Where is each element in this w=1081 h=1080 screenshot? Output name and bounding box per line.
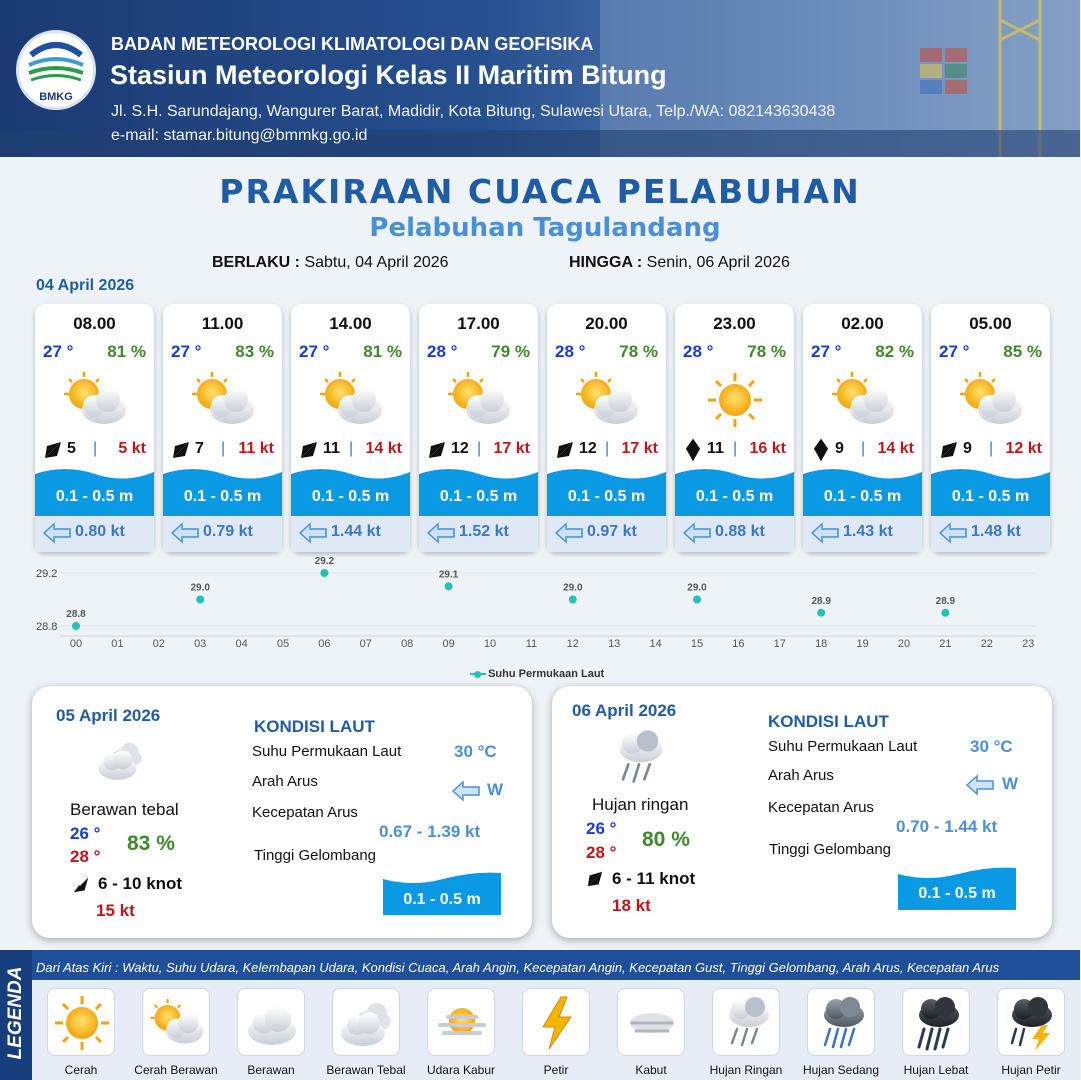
validity-to-label: HINGGA : [569,254,643,271]
wind-arrow-icon [811,440,831,460]
cerah-berawan-icon [572,370,642,430]
bmkg-logo [16,30,96,110]
validity-from-label: BERLAKU : [212,254,300,271]
day2-condition: Berawan tebal [70,800,179,819]
day2-sst: 30 °C [454,742,497,761]
validity-to-value: Senin, 06 April 2026 [646,254,790,271]
card-time: 11.00 [201,314,244,333]
day3-gust: 18 kt [612,896,651,915]
legend-title: LEGENDA [5,966,26,1060]
day3-sst: 30 °C [970,737,1013,756]
card-time: 20.00 [585,314,628,333]
card-separator: | [349,440,354,457]
card-humidity: 79 % [491,342,530,361]
legend-item-hujan-lebat [902,988,970,1056]
day2-date: 05 April 2026 [56,706,161,725]
legend-item-hujan-sedang [807,988,875,1056]
card-current-speed: 0.79 kt [203,523,253,540]
berawan-tebal-icon [90,734,152,786]
sst-legend-label: Suhu Permukaan Laut [488,668,605,680]
hujan-ringan-icon [604,726,674,790]
card-separator: | [989,440,994,457]
card-gust: 14 kt [365,440,402,457]
card-wave-height: 0.1 - 0.5 m [567,488,646,505]
x-tick-label: 05 [276,638,290,650]
x-tick-label: 10 [483,638,497,650]
station-name: Stasiun Meteorologi Kelas II Maritim Bitung [110,60,667,90]
day3-sst-label: Suhu Permukaan Laut [768,738,918,755]
day2-dir-label: Arah Arus [252,773,318,790]
legend-item-cerah [47,988,115,1056]
card-humidity: 82 % [875,342,914,361]
card-wind-speed: 5 [67,440,76,457]
validity-from [212,254,449,272]
sst-point [320,569,328,577]
card-temperature: 27 ° [299,342,330,361]
x-tick-label: 09 [442,638,455,650]
day3-wave-label: Tinggi Gelombang [769,841,892,858]
x-tick-label: 08 [401,638,414,650]
y-tick-label: 29.2 [36,568,58,580]
wind-arrow-icon [427,440,447,460]
legend-item-label: Hujan Lebat [903,1063,969,1077]
x-tick-label: 07 [359,638,372,650]
card-wave-height: 0.1 - 0.5 m [183,488,262,505]
legend-item-label: Petir [543,1063,569,1077]
card-wave-height: 0.1 - 0.5 m [311,488,390,505]
day2-tmax: 28 ° [70,847,101,866]
org-name: BADAN METEOROLOGI KLIMATOLOGI DAN GEOFISIKA [111,34,594,54]
day2-panel [32,686,532,938]
card-gust: 11 kt [238,440,274,457]
day2-humidity: 83 % [127,832,175,855]
forecast-card [803,304,922,552]
current-arrow-icon [939,523,967,543]
hujan-lebat-icon [907,993,967,1053]
card-time: 17.00 [457,314,500,333]
day3-wave: 0.1 - 0.5 m [918,885,996,902]
x-tick-label: 21 [939,638,952,650]
day3-dir-label: Arah Arus [768,767,834,784]
day2-speed: 0.67 - 1.39 kt [379,822,481,841]
legend-item-label: Cerah [64,1063,98,1077]
card-separator: | [221,440,226,457]
current-arrow-icon [171,523,199,543]
card-current-speed: 1.48 kt [971,523,1021,540]
x-tick-label: 23 [1022,638,1035,650]
card-wind-speed: 9 [835,440,844,457]
day3-panel [552,686,1052,938]
legend-item-label: Hujan Sedang [802,1063,880,1077]
x-tick-label: 12 [566,638,579,650]
petir-icon [527,993,587,1053]
x-tick-label: 22 [980,638,993,650]
card-separator: | [605,440,610,457]
forecast-card [547,304,666,552]
legend-description: Dari Atas Kiri : Waktu, Suhu Udara, Kelembapan Udara, Kondisi Cuaca, Arah Angin, Kecepatan Angin, Kecepatan Gust, Tinggi Gelombang, Arah Arus, Kecepatan Arus [36,960,1000,975]
card-gust: 12 kt [1005,440,1042,457]
legend-side [0,950,32,1080]
current-arrow-icon [427,523,455,543]
x-tick-label: 18 [815,638,828,650]
sst-point [72,622,80,630]
card-temperature: 27 ° [171,342,202,361]
berawan-tebal-icon [337,993,397,1053]
sst-point [941,609,949,617]
card-current-speed: 0.80 kt [75,523,125,540]
hujan-sedang-icon [812,993,872,1053]
card-temperature: 27 ° [939,342,970,361]
udara-kabur-icon [432,993,492,1053]
x-tick-label: 03 [194,638,207,650]
sst-data-label: 29.0 [190,582,210,594]
card-temperature: 27 ° [43,342,74,361]
validity-to [569,254,790,272]
card-wave-height: 0.1 - 0.5 m [951,488,1030,505]
current-arrow-icon [43,523,71,543]
day2-kondisi-title: KONDISI LAUT [254,717,375,736]
legend-item-label: Kabut [635,1063,667,1077]
card-time: 05.00 [969,314,1012,333]
page-header [0,0,1080,157]
legend-item-cerah-berawan [142,988,210,1056]
day3-wind: 6 - 11 knot [612,869,696,888]
sst-data-label: 29.0 [563,582,583,594]
cerah-berawan-icon [147,993,207,1053]
card-humidity: 85 % [1003,342,1042,361]
sst-legend [470,668,604,680]
page-subtitle: Pelabuhan Tagulandang [369,213,721,243]
wind-arrow-icon [43,440,63,460]
x-tick-label: 13 [608,638,621,650]
sst-legend-dot [474,671,481,678]
card-temperature: 28 ° [683,342,714,361]
forecast-card [291,304,410,552]
x-tick-label: 06 [318,638,331,650]
card-gust: 14 kt [877,440,914,457]
hujan-petir-icon [1002,993,1062,1053]
x-tick-label: 00 [69,638,83,650]
card-wind-speed: 12 [579,440,597,457]
day3-speed-label: Kecepatan Arus [768,799,874,816]
x-tick-label: 16 [732,638,745,650]
card-current-speed: 1.44 kt [331,523,381,540]
day3-speed: 0.70 - 1.44 kt [896,817,998,836]
forecast-card [35,304,154,552]
cerah-icon [700,370,770,430]
station-address: Jl. S.H. Sarundajang, Wangurer Barat, Madidir, Kota Bitung, Sulawesi Utara, Telp./WA: 082143630438 [111,103,836,120]
x-tick-label: 17 [773,638,786,650]
wind-arrow-icon [683,440,703,460]
card-current-speed: 1.52 kt [459,523,509,540]
card-humidity: 81 % [107,342,146,361]
current-arrow-icon [966,775,994,795]
card-humidity: 83 % [235,342,274,361]
card-separator: | [93,440,98,457]
legend-item-label: Berawan [247,1063,295,1077]
legend-item-petir [522,988,590,1056]
wind-arrow-icon [586,870,604,888]
day2-dir: W [487,780,504,799]
day3-tmax: 28 ° [586,843,617,862]
legend-item-label: Hujan Ringan [709,1063,783,1077]
card-gust: 17 kt [621,440,658,457]
hujan-ringan-icon [717,993,777,1053]
x-tick-label: 02 [152,638,165,650]
validity-from-value: Sabtu, 04 April 2026 [304,254,449,271]
cerah-berawan-icon [60,370,130,430]
card-wave-height: 0.1 - 0.5 m [823,488,902,505]
legend-item-berawan [237,988,305,1056]
forecast-card [675,304,794,552]
card-humidity: 81 % [363,342,402,361]
legend-item-hujan-petir [997,988,1065,1056]
day2-wave: 0.1 - 0.5 m [403,891,481,908]
current-arrow-icon [683,523,711,543]
card-temperature: 27 ° [811,342,842,361]
berawan-icon [242,993,302,1053]
sst-point [817,609,825,617]
sst-data-label: 29.0 [687,582,707,594]
card-gust: 5 kt [118,440,146,457]
card-wave-height: 0.1 - 0.5 m [695,488,774,505]
card-current-speed: 1.43 kt [843,523,893,540]
sst-data-label: 28.9 [935,595,956,607]
card-wind-speed: 12 [451,440,469,457]
forecast-card [931,304,1050,552]
x-tick-label: 01 [111,638,124,650]
sst-point [445,582,453,590]
card-current-speed: 0.88 kt [715,523,765,540]
current-arrow-icon [452,781,480,801]
day2-wind: 6 - 10 knot [98,874,183,893]
card-wind-speed: 9 [963,440,972,457]
y-tick-label: 28.8 [36,621,58,633]
x-tick-label: 20 [897,638,911,650]
wind-arrow-icon [171,440,191,460]
card-wind-speed: 11 [323,440,340,457]
day3-humidity: 80 % [642,828,690,851]
card-current-speed: 0.97 kt [587,523,637,540]
x-tick-label: 14 [649,638,662,650]
cerah-berawan-icon [316,370,386,430]
current-arrow-icon [555,523,583,543]
current-arrow-icon [299,523,327,543]
sst-data-label: 28.9 [811,595,831,607]
card-wave-height: 0.1 - 0.5 m [55,488,134,505]
card-wind-speed: 11 [707,440,724,457]
station-email: e-mail: stamar.bitung@bmmkg.go.id [111,127,368,144]
card-temperature: 28 ° [427,342,458,361]
wind-arrow-icon [555,440,575,460]
card-gust: 17 kt [493,440,530,457]
day1-date: 04 April 2026 [36,277,135,294]
current-arrow-icon [811,523,839,543]
card-humidity: 78 % [619,342,658,361]
card-time: 08.00 [73,314,116,333]
x-tick-label: 04 [235,638,248,650]
card-gust: 16 kt [749,440,786,457]
forecast-card [163,304,282,552]
day2-wave-label: Tinggi Gelombang [254,847,377,864]
logo-text: BMKG [39,91,73,103]
cerah-berawan-icon [956,370,1026,430]
x-tick-label: 19 [856,638,869,650]
legend-item-kabut [617,988,685,1056]
card-separator: | [733,440,738,457]
day2-speed-label: Kecepatan Arus [252,804,358,821]
sst-point [569,596,577,604]
bmkg-emblem-icon [19,33,93,93]
card-time: 23.00 [713,314,756,333]
day3-date: 06 April 2026 [572,701,677,720]
card-temperature: 28 ° [555,342,586,361]
day3-kondisi-title: KONDISI LAUT [768,712,889,731]
card-wind-speed: 7 [195,440,204,457]
cerah-berawan-icon [444,370,514,430]
wind-arrow-icon [299,440,319,460]
card-wave-height: 0.1 - 0.5 m [439,488,518,505]
page-title: PRAKIRAAN CUACA PELABUHAN [219,172,861,211]
card-separator: | [861,440,866,457]
day2-tmin: 26 ° [70,824,101,843]
day2-sst-label: Suhu Permukaan Laut [252,743,402,760]
sst-data-label: 29.2 [314,556,335,567]
wind-arrow-icon [939,440,959,460]
legend-item-berawan-tebal [332,988,400,1056]
wind-arrow-icon [72,876,90,894]
cerah-berawan-icon [188,370,258,430]
sst-data-label: 29.1 [438,569,459,581]
legend-item-label: Berawan Tebal [326,1063,406,1077]
card-time: 02.00 [841,314,884,333]
x-tick-label: 11 [525,638,538,650]
legend-item-label: Cerah Berawan [134,1063,218,1077]
legend-item-hujan-ringan [712,988,780,1056]
kabut-icon [622,993,682,1053]
cerah-berawan-icon [828,370,898,430]
x-tick-label: 15 [690,638,704,650]
legend-item-label: Udara Kabur [426,1063,496,1077]
sst-point [196,596,204,604]
day3-dir: W [1002,774,1019,793]
legend-item-label: Hujan Petir [1001,1063,1061,1077]
cerah-icon [52,993,112,1053]
day3-condition: Hujan ringan [592,795,689,814]
card-separator: | [477,440,482,457]
sst-point [693,596,701,604]
forecast-card [419,304,538,552]
legend-item-udara-kabur [427,988,495,1056]
card-time: 14.00 [329,314,372,333]
day3-tmin: 26 ° [586,819,617,838]
card-humidity: 78 % [747,342,786,361]
sst-data-label: 28.8 [66,609,86,620]
day2-gust: 15 kt [96,901,135,920]
